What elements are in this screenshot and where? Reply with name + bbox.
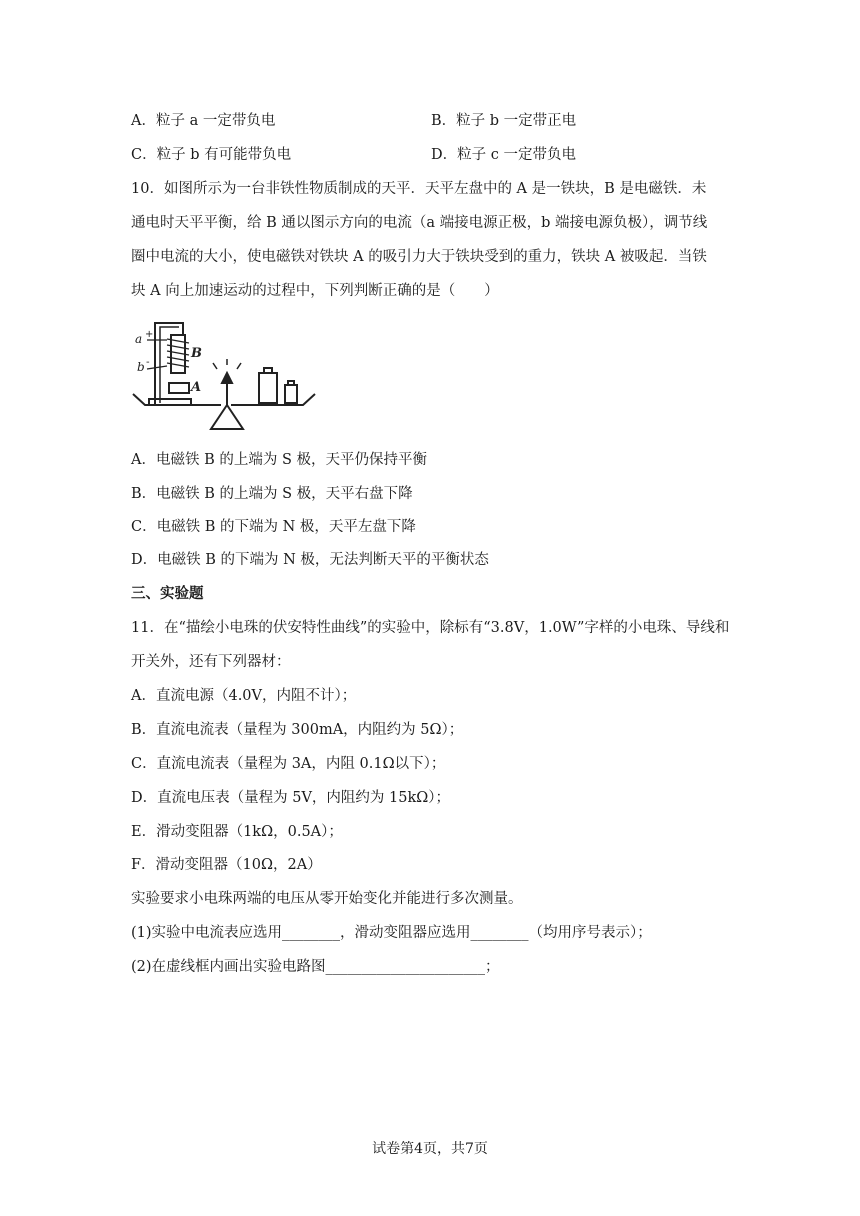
q11-equipment-c: C．直流电流表（量程为 3A，内阻 0.1Ω以下）； [131, 756, 446, 772]
q9-option-b: B．粒子 b 一定带正电 [431, 113, 577, 129]
q11-equipment-e: E．滑动变阻器（1kΩ，0.5A）； [131, 824, 343, 840]
iron-block-A [169, 383, 189, 393]
q11-sub-question-2: (2)在虚线框内画出实验电路图______________________； [131, 959, 500, 975]
weight-small [285, 385, 297, 403]
q10-option-d: D．电磁铁 B 的下端为 N 极，无法判断天平的平衡状态 [131, 552, 489, 568]
label-b: b [137, 360, 145, 374]
q11-equipment-f: F．滑动变阻器（10Ω，2A） [131, 857, 322, 873]
q9-option-a: A．粒子 a 一定带负电 [131, 113, 276, 129]
label-plus: + [145, 329, 154, 340]
label-A: A [191, 380, 202, 395]
q10-option-b: B．电磁铁 B 的上端为 S 极，天平右盘下降 [131, 486, 413, 502]
q10-stem-line-3: 圈中电流的大小，使电磁铁对铁块 A 的吸引力大于铁块受到的重力，铁块 A 被吸起．当铁 [131, 249, 707, 265]
q11-equipment-d: D．直流电压表（量程为 5V，内阻约为 15kΩ）； [131, 790, 451, 806]
label-minus: - [146, 357, 150, 368]
q10-option-c: C．电磁铁 B 的下端为 N 极，天平左盘下降 [131, 519, 416, 535]
q11-stem-line-2: 开关外，还有下列器材： [131, 654, 291, 670]
q11-sub-question-1: (1)实验中电流表应选用________，滑动变阻器应选用________（均用序号表示）； [131, 925, 652, 941]
page-footer: 试卷第4页，共7页 [372, 1141, 488, 1157]
section-title: 三、实验题 [131, 586, 204, 602]
q11-equipment-b: B．直流电流表（量程为 300mA，内阻约为 5Ω）； [131, 722, 464, 738]
q11-equipment-a: A．直流电源（4.0V，内阻不计）； [131, 688, 357, 704]
weight-large [259, 373, 277, 403]
q10-option-a: A．电磁铁 B 的上端为 S 极，天平仍保持平衡 [131, 452, 427, 468]
q9-option-d: D．粒子 c 一定带负电 [431, 147, 576, 163]
q11-requirement: 实验要求小电珠两端的电压从零开始变化并能进行多次测量。 [131, 891, 523, 907]
balance-fulcrum [211, 405, 243, 429]
q10-stem-line-4: 块 A 向上加速运动的过程中，下列判断正确的是（ ） [131, 283, 499, 299]
q9-option-c: C．粒子 b 有可能带负电 [131, 147, 292, 163]
balance-electromagnet-figure [131, 313, 321, 438]
q10-stem-line-1: 10．如图所示为一台非铁性物质制成的天平．天平左盘中的 A 是一铁块，B 是电磁铁．未 [131, 181, 707, 197]
q10-stem-line-2: 通电时天平平衡，给 B 通以图示方向的电流（a 端接电源正极，b 端接电源负极），调节线 [131, 215, 708, 231]
label-a: a [135, 332, 143, 346]
label-B: B [191, 346, 202, 361]
q11-stem-line-1: 11．在“描绘小电珠的伏安特性曲线”的实验中，除标有“3.8V，1.0W”字样的小电珠、导线和 [131, 620, 730, 636]
